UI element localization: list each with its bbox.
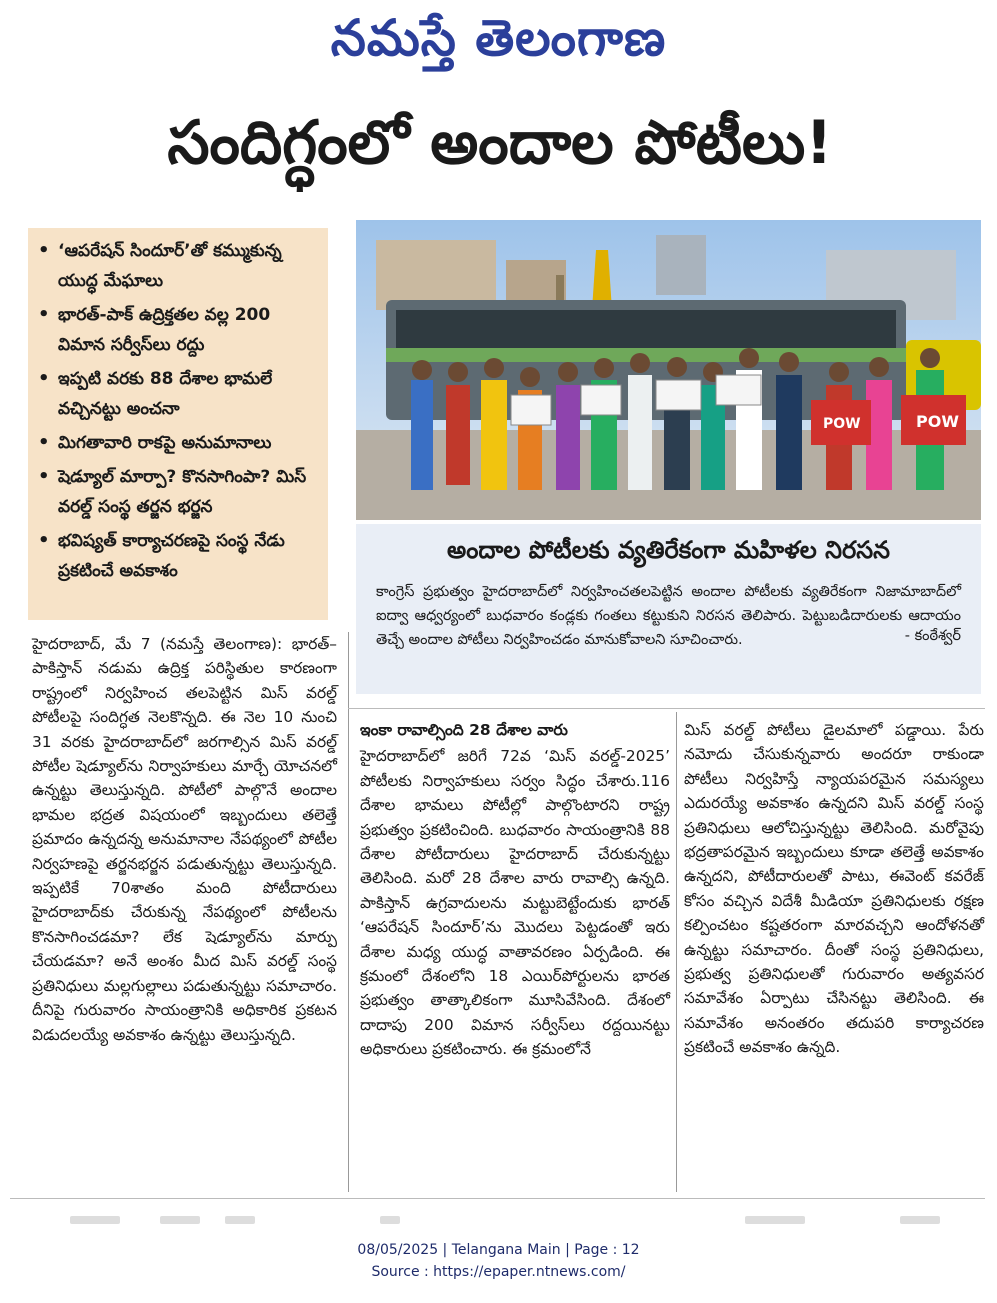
highlight-item: • ఇప్పటి వరకు 88 దేశాల భామలే వచ్చినట్టు అంచనా <box>38 368 273 419</box>
footer-date-line: 08/05/2025 | Telangana Main | Page : 12 <box>357 1242 640 1258</box>
caption-text: కాంగ్రెస్ ప్రభుత్వం హైదరాబాద్‌లో నిర్వహించతలపెట్టిన అందాల పోటీలకు వ్యతిరేకంగా నిజామాబాద్‌లో ఐద్వా ఆధ్వర్యంలో బుధవారం కండ్లకు గంతలు కట్టుకుని నిరసన తెలిపారు. పెట్టుబడిదారులకు ఆదాయం తెచ్చే అందాల పోటీలు నిర్వహించడం మానుకోవాలని సూచించారు. <box>376 584 961 648</box>
highlight-item: • మిగతావారి రాకపై అనుమానాలు <box>38 432 272 453</box>
newspaper-masthead: నమస్తే తెలంగాణ <box>330 8 667 67</box>
headline: సందిగ్ధంలో అందాల పోటీలు! <box>167 108 833 178</box>
section-divider <box>348 708 985 709</box>
subheading: ఇంకా రావాల్సింది 28 దేశాల వారు <box>360 721 568 739</box>
cropped-text-fragment <box>900 1216 940 1224</box>
highlights-list <box>36 236 322 586</box>
photo-credit: - కంఠేశ్వర్ <box>904 628 961 644</box>
protest-photo <box>356 220 981 520</box>
caption-title: అందాల పోటీలకు వ్యతిరేకంగా మహిళల నిరసన <box>447 536 890 564</box>
article-column-3: మిస్ వరల్డ్ పోటీలు డైలమాలో పడ్డాయి. పేరు నమోదు చేసుకున్నవారు అందరూ రాకుండా పోటీలు నిర్వహిస్తే న్యాయపరమైన సమస్యలు ఎదురయ్యే అవకాశం ఉన్నదని మిస్ వరల్డ్ సంస్థ ప్రతినిధులు ఆలోచిస్తున్నట్టు తెలిసింది. మరోవైపు భద్రతాపరమైన ఇబ్బందులు కూడా తలెత్తే అవకాశం ఉన్నదని, పోటీదారులతో పాటు, ఈవెంట్ కవరేజ్ కోసం వచ్చిన విదేశీ మీడియా ప్రతినిధులకు రక్షణ కల్పించటం కష్టతరంగా మారవచ్చని ఆందోళనతో ఉన్నట్టు సమాచారం. దీంతో సంస్థ ప్రతినిధులు, ప్రభుత్వ ప్రతినిధులతో గురువారం అత్యవసర సమావేశం ఏర్పాటు చేసినట్టు తెలిసింది. ఈ సమావేశం అనంతరం తదుపరి కార్యాచరణ ప్రకటించే అవకాశం ఉన్నది. <box>684 721 984 1057</box>
highlight-item: • ‘ఆపరేషన్ సిందూర్’తో కమ్ముకున్న యుద్ధ మేఘాలు <box>38 240 282 291</box>
highlight-item: • భారత్-పాక్ ఉద్రిక్తతల వల్ల 200 విమాన సర్వీస్‌లు రద్దు <box>38 304 271 355</box>
highlights-box <box>28 228 328 620</box>
cropped-text-fragment <box>380 1216 400 1224</box>
footer-source-link[interactable]: Source : https://epaper.ntnews.com/ <box>371 1264 626 1280</box>
column-divider <box>676 712 677 1192</box>
article-text: హైదరాబాద్‌లో జరిగే 72వ ‘మిస్ వరల్డ్-2025’ పోటీలకు నిర్వాహకులు సర్వం సిద్ధం చేశారు.116 దేశాల భామలు పోటీల్లో పాల్గొంటారని రాష్ట్ర ప్రభుత్వం ప్రకటించింది. బుధవారం సాయంత్రానికి 88 దేశాల పోటీదారులు హైదరాబాద్ చేరుకున్నట్టు తెలిసింది. మరో 28 దేశాల వారు రావాల్సి ఉన్నది. పాకిస్తాన్ ఉగ్రవాదులను మట్టుబెట్టేందుకు భారత్ ‘ఆపరేషన్ సిందూర్’ను మొదలు పెట్టడంతో ఇరు దేశాల మధ్య యుద్ధ వాతావరణం ఏర్పడింది. ఈ క్రమంలో దేశంలోని 18 ఎయిర్‌పోర్టులను భారత ప్రభుత్వం తాత్కాలికంగా మూసివేసింది. దేశంలో దాదాపు 200 విమాన సర్వీస్‌లు రద్దయినట్టు అధికారులు ప్రకటించారు. ఈ క్రమంలోనే <box>360 747 670 1059</box>
banner-text: POW <box>916 412 959 431</box>
article-column-2 <box>360 718 670 1062</box>
cropped-text-fragment <box>745 1216 805 1224</box>
page-divider <box>10 1198 985 1199</box>
article-column-1: హైదరాబాద్, మే 7 (నమస్తే తెలంగాణ): భారత్– పాకిస్తాన్ నడుమ ఉద్రిక్త పరిస్థితుల కారణంగా రాష్ట్రంలో నిర్వహించ తలపెట్టిన మిస్ వరల్డ్ పోటీలపై సందిగ్ధత నెలకొన్నది. ఈ నెల 10 నుంచి 31 వరకు హైదరాబాద్‌లో జరగాల్సిన మిస్ వరల్డ్ పోటీల షెడ్యూల్‌ను నిర్వాహకులు మార్చే యోచనలో ఉన్నట్టు తెలుస్తున్నది. పోటీలో పాల్గొనే అందాల భామల భద్రత విషయంలో ఇబ్బందులు తలెత్తే ప్రమాదం ఉన్నదన్న అనుమానాల నేపథ్యంలో పోటీల నిర్వహణపై తర్జనభర్జన పడుతున్నట్టు తెలుస్తున్నది. ఇప్పటికే 70శాతం మంది పోటీదారులు హైదరాబాద్‌కు చేరుకున్న నేపథ్యంలో పోటీలను కొనసాగించడమా? లేక షెడ్యూల్‌ను మార్పు చేయడమా? అనే అంశం మీద మిస్ వరల్డ్ సంస్థ ప్రతినిధులు మల్లగుల్లాలు పడుతున్నట్టు సమాచారం. దీనిపై గురువారం సాయంత్రానికి అధికారిక ప్రకటన విడుదలయ్యే అవకాశం ఉన్నట్టు తెలుస్తున్నది. <box>32 635 337 1044</box>
cropped-text-fragment <box>225 1216 255 1224</box>
photo-caption <box>356 524 981 694</box>
highlight-item: • భవిష్యత్ కార్యాచరణపై సంస్థ నేడు ప్రకటించే అవకాశం <box>38 530 285 581</box>
highlight-item: • షెడ్యూల్ మార్పా? కొనసాగింపా? మిస్ వరల్డ్ సంస్థ తర్జన భర్జన <box>38 466 307 517</box>
cropped-text-fragment <box>160 1216 200 1224</box>
column-divider <box>348 632 349 1192</box>
banner-text: POW <box>823 416 861 432</box>
cropped-text-fragment <box>70 1216 120 1224</box>
